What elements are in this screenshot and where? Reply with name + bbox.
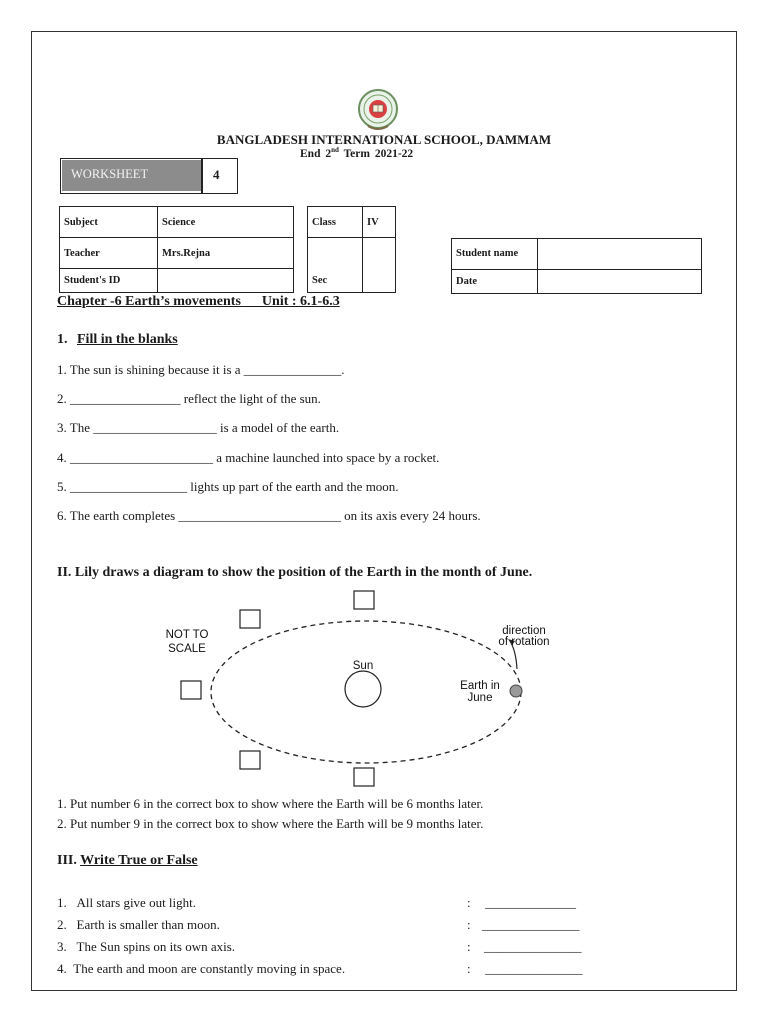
student-name-value[interactable] <box>538 239 702 270</box>
worksheet-number: 4 <box>213 167 220 182</box>
earth-circle <box>510 685 522 697</box>
student-name-label: Student name <box>452 239 538 270</box>
term-ordinal <box>325 148 339 160</box>
item-number: 2. <box>57 917 67 932</box>
answer-blank[interactable]: _______________ <box>482 917 580 932</box>
true-false-item <box>57 961 345 977</box>
item-text: The Sun spins on its own axis. <box>76 939 236 954</box>
diagram-instruction: 1. Put number 6 in the correct box to show where the Earth will be 6 months later. <box>57 796 484 811</box>
answer-blank[interactable]: _______________ <box>485 961 583 976</box>
rotation-label-line2: of rotation <box>498 636 550 648</box>
term-ordinal-suffix: nd <box>331 146 339 154</box>
item-text: The earth and moon are constantly moving in space. <box>73 961 346 976</box>
answer-blank[interactable]: ______________ <box>485 895 576 910</box>
answer-blank[interactable]: _______________ <box>484 939 582 954</box>
student-info-table <box>451 238 702 294</box>
true-false-item <box>57 895 196 911</box>
earth-label-line2: June <box>467 692 493 704</box>
class-info-table <box>307 206 396 293</box>
item-text: All stars give out light. <box>76 895 197 910</box>
section3-title: Write True or False <box>80 853 198 868</box>
subject-value: Science <box>158 207 294 238</box>
subject-info-table <box>59 206 294 293</box>
sec-label: Sec <box>308 269 363 293</box>
diagram-instruction: 2. Put number 9 in the correct box to show where the Earth will be 9 months later. <box>57 816 484 831</box>
fill-blank-item: 6. The earth completes _________________________ on its axis every 24 hours. <box>57 508 481 523</box>
date-label: Date <box>452 270 538 294</box>
teacher-value: Mrs.Rejna <box>158 238 294 269</box>
answer-box-bottom-left[interactable] <box>240 751 260 769</box>
fill-blank-item: 2. _________________ reflect the light of the sun. <box>57 391 321 406</box>
fill-blank-item: 1. The sun is shining because it is a _______________. <box>57 362 345 377</box>
earth-orbit-diagram <box>150 585 570 795</box>
term-ordinal-number: 2 <box>325 147 332 160</box>
teacher-label: Teacher <box>60 238 158 269</box>
chapter-line: Chapter -6 Earth’s movements Unit : 6.1-6.3 <box>57 294 340 309</box>
sun-circle <box>345 671 381 707</box>
sun-label: Sun <box>352 660 374 672</box>
sec-value[interactable] <box>363 269 396 293</box>
class-value: IV <box>363 207 396 238</box>
section3-heading <box>57 853 198 869</box>
section1-title: Fill in the blanks <box>77 332 178 347</box>
item-number: 3. <box>57 939 67 954</box>
student-id-label: Student's ID <box>60 269 158 293</box>
item-colon: : <box>467 961 471 976</box>
true-false-item <box>57 917 220 933</box>
worksheet-label: WORKSHEET <box>62 160 201 191</box>
worksheet-box <box>60 158 238 194</box>
answer-box-left[interactable] <box>181 681 201 699</box>
section2-heading: II. Lily draws a diagram to show the position of the Earth in the month of June. <box>57 565 533 580</box>
student-id-value[interactable] <box>158 269 294 293</box>
item-number: 4. <box>57 961 67 976</box>
fill-blank-item: 3. The ___________________ is a model of the earth. <box>57 420 340 435</box>
class-blank-cell <box>308 238 363 269</box>
item-colon: : <box>467 917 471 932</box>
not-to-scale-label-line1: NOT TO <box>165 629 209 641</box>
item-colon: : <box>467 939 471 954</box>
fill-blank-item: 5. __________________ lights up part of the earth and the moon. <box>57 479 399 494</box>
item-text: Earth is smaller than moon. <box>76 917 220 932</box>
term-suffix: Term 2021-22 <box>343 147 414 160</box>
answer-box-top[interactable] <box>354 591 374 609</box>
subject-label: Subject <box>60 207 158 238</box>
answer-box-bottom[interactable] <box>354 768 374 786</box>
true-false-item <box>57 939 235 955</box>
item-colon: : <box>467 895 471 910</box>
rotation-label-line1: direction <box>502 625 546 637</box>
term-line <box>300 146 413 160</box>
item-number: 1. <box>57 895 67 910</box>
date-value[interactable] <box>538 270 702 294</box>
section1-heading <box>57 332 178 348</box>
section3-prefix: III. <box>57 853 81 868</box>
section1-number: 1. <box>57 332 68 347</box>
class-label: Class <box>308 207 363 238</box>
term-prefix: End <box>300 147 321 160</box>
answer-box-top-left[interactable] <box>240 610 260 628</box>
school-crest-icon <box>351 87 405 135</box>
school-name: BANGLADESH INTERNATIONAL SCHOOL, DAMMAM <box>216 132 552 147</box>
earth-label-line1: Earth in <box>460 680 500 692</box>
not-to-scale-label-line2: SCALE <box>168 643 206 655</box>
fill-blank-item: 4. ______________________ a machine launched into space by a rocket. <box>57 450 440 465</box>
class-blank-cell-2 <box>363 238 396 269</box>
